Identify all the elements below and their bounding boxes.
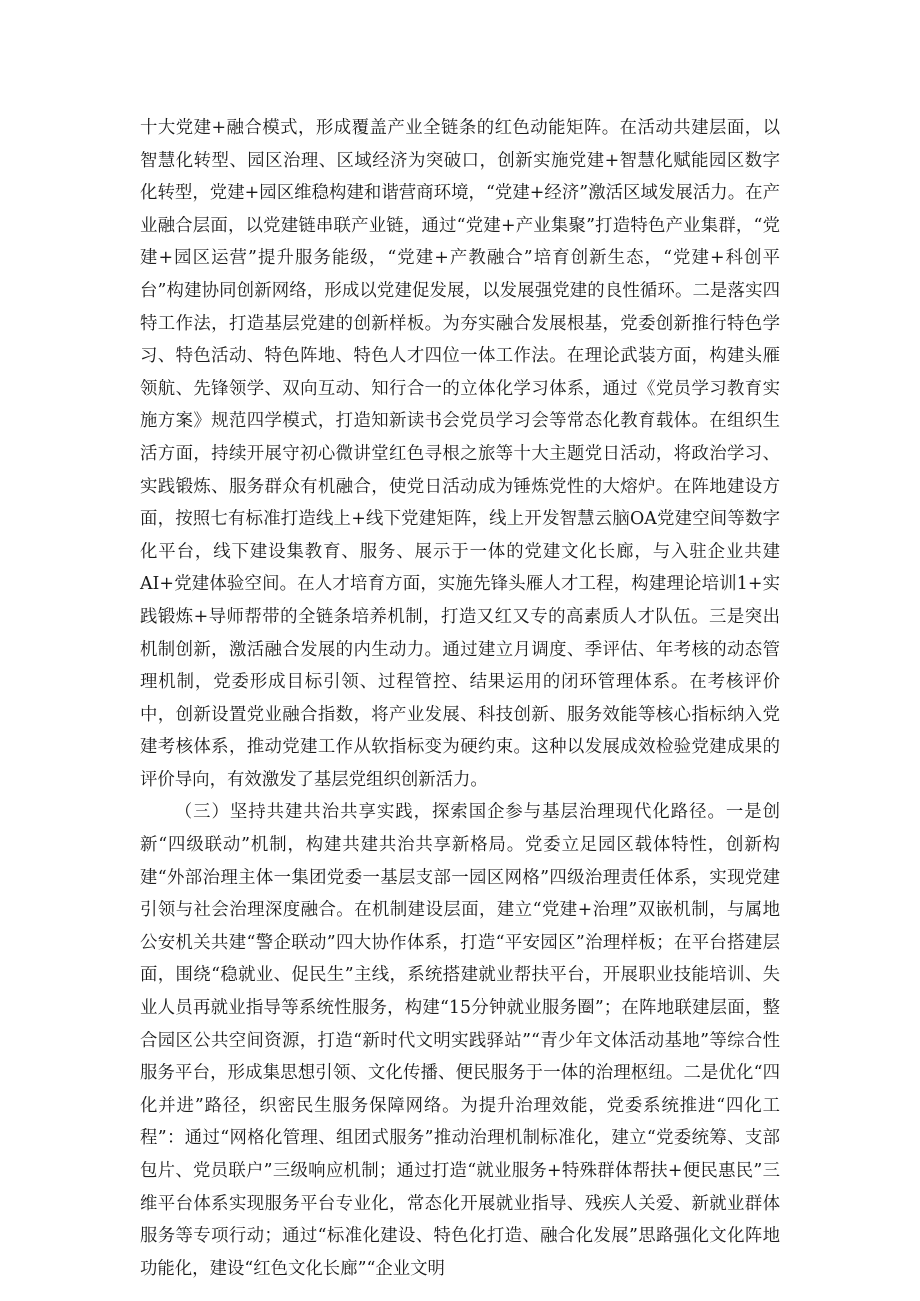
- document-body: [140, 112, 780, 1285]
- paragraph-1: 十大党建+融合模式，形成覆盖产业全链条的红色动能矩阵。在活动共建层面，以智慧化转型、园区治理、区域经济为突破口，创新实施党建+智慧化赋能园区数字化转型，党建+园区维稳构建和谐营商环境，“党建+经济”激活区域发展活力。在产业融合层面，以党建链串联产业链，通过“党建+产业集聚”打造特色产业集群，“党建+园区运营”提升服务能级，“党建+产教融合”培育创新生态，“党建+科创平台”构建协同创新网络，形成以党建促发展，以发展强党建的良性循环。二是落实四特工作法，打造基层党建的创新样板。为夯实融合发展根基，党委创新推行特色学习、特色活动、特色阵地、特色人才四位一体工作法。在理论武装方面，构建头雁领航、先锋领学、双向互动、知行合一的立体化学习体系，通过《党员学习教育实施方案》规范四学模式，打造知新读书会党员学习会等常态化教育载体。在组织生活方面，持续开展守初心微讲堂红色寻根之旅等十大主题党日活动，将政治学习、实践锻炼、服务群众有机融合，使党日活动成为锤炼党性的大熔炉。在阵地建设方面，按照七有标准打造线上+线下党建矩阵，线上开发智慧云脑OA党建空间等数字化平台，线下建设集教育、服务、展示于一体的党建文化长廊，与入驻企业共建AI+党建体验空间。在人才培育方面，实施先锋头雁人才工程，构建理论培训1+实践锻炼+导师帮带的全链条培养机制，打造又红又专的高素质人才队伍。三是突出机制创新，激活融合发展的内生动力。通过建立月调度、季评估、年考核的动态管理机制，党委形成目标引领、过程管控、结果运用的闭环管理体系。在考核评价中，创新设置党业融合指数，将产业发展、科技创新、服务效能等核心指标纳入党建考核体系，推动党建工作从软指标变为硬约束。这种以发展成效检验党建成果的评价导向，有效激发了基层党组织创新活力。: [140, 118, 780, 790]
- paragraph-2: （三）坚持共建共治共享实践，探索国企参与基层治理现代化路径。一是创新“四级联动”机制，构建共建共治共享新格局。党委立足园区载体特性，创新构建“外部治理主体一集团党委一基层支部一园区网格”四级治理责任体系，实现党建引领与社会治理深度融合。在机制建设层面，建立“党建+治理”双嵌机制，与属地公安机关共建“警企联动”四大协作体系，打造“平安园区”治理样板；在平台搭建层面，围绕“稳就业、促民生”主线，系统搭建就业帮扶平台，开展职业技能培训、失业人员再就业指导等系统性服务，构建“15分钟就业服务圈”；在阵地联建层面，整合园区公共空间资源，打造“新时代文明实践驿站”“青少年文体活动基地”等综合性服务平台，形成集思想引领、文化传播、便民服务于一体的治理枢纽。二是优化“四化并进”路径，织密民生服务保障网络。为提升治理效能，党委系统推进“四化工程”：通过“网格化管理、组团式服务”推动治理机制标准化，建立“党委统筹、支部包片、党员联户”三级响应机制；通过打造“就业服务+特殊群体帮扶+便民惠民”三维平台体系实现服务平台专业化，常态化开展就业指导、残疾人关爱、新就业群体服务等专项行动；通过“标准化建设、特色化打造、融合化发展”思路强化文化阵地功能化，建设“红色文化长廊”“企业文明: [140, 802, 780, 1279]
